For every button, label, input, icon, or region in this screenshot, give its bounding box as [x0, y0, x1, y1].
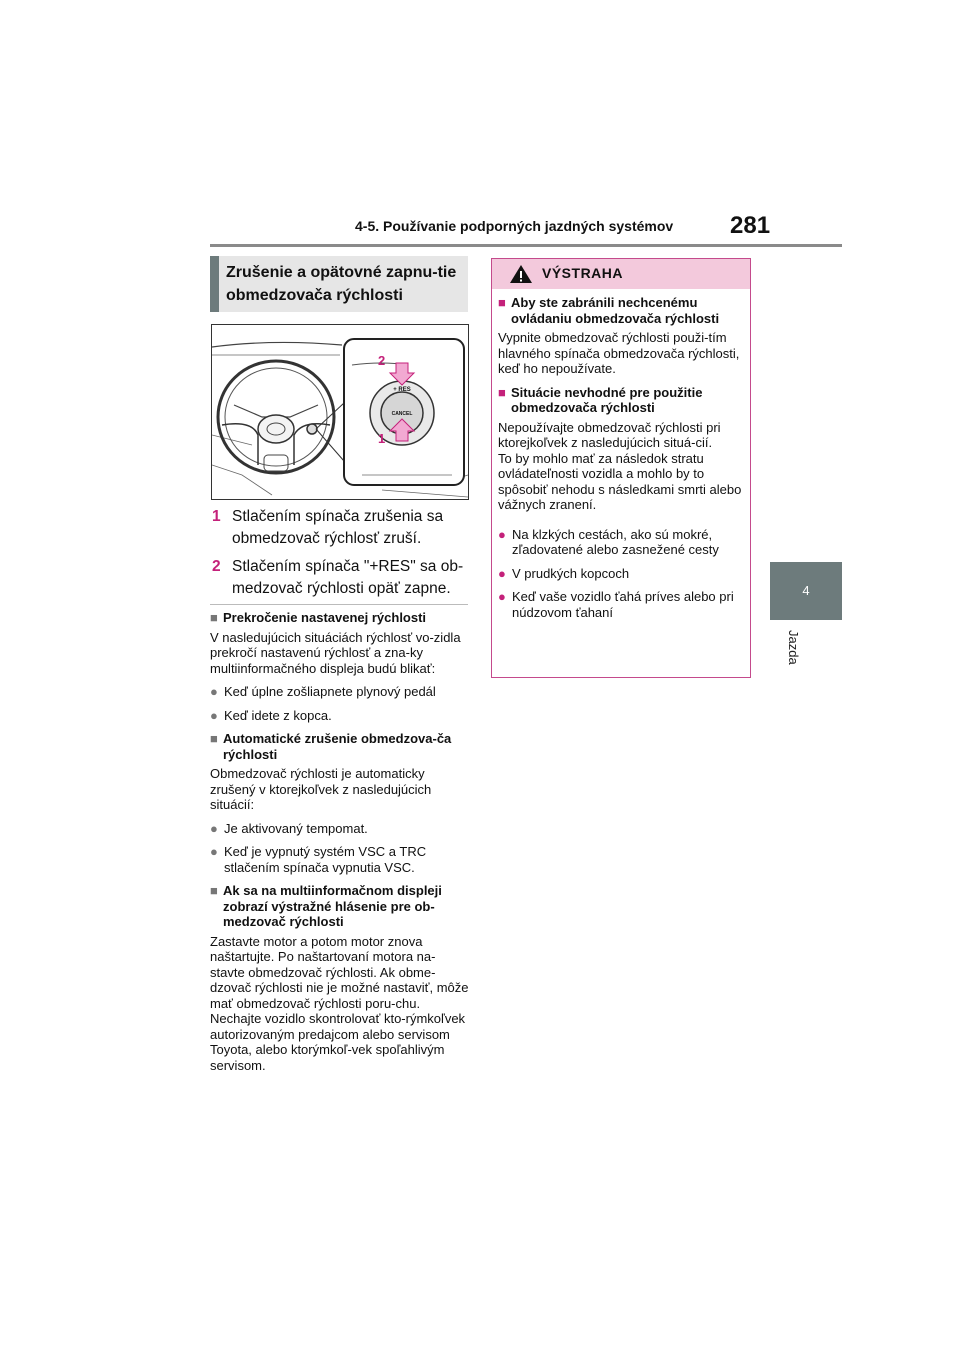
warning-bullet: ● V prudkých kopcoch [498, 565, 630, 581]
note-subheading: ■ Automatické zrušenie obmedzova-ča rýchlosti [210, 731, 452, 762]
step-text: Stlačením spínača "+RES" sa ob-medzovač rýchlosti opäť zapne. [232, 558, 464, 597]
square-bullet-icon: ■ [210, 883, 218, 898]
chapter-tab: 4 [770, 562, 842, 620]
step-item [212, 506, 470, 550]
step-text: Stlačením spínača zrušenia sa obmedzovač rýchlosť zruší. [232, 508, 444, 547]
callout-1: 1 [378, 431, 386, 446]
note-subheading: ■ Ak sa na multiinformačnom displeji zobrazí výstražné hlásenie pre ob-medzovač rýchlosti [210, 883, 442, 929]
circle-bullet-icon: ● [498, 589, 506, 604]
warning-paragraph: Vypnite obmedzovač rýchlosti použi-tím hlavného spínača obmedzovača rýchlosti, keď ho nepoužívate. [498, 330, 740, 376]
square-bullet-icon: ■ [210, 610, 218, 625]
warning-triangle-icon [509, 264, 533, 284]
res-label: + RES [393, 387, 411, 393]
warning-subheading: ■ Situácie nevhodné pre použitie obmedzovača rýchlosti [498, 384, 703, 415]
square-bullet-icon: ■ [210, 731, 218, 746]
square-bullet-icon: ■ [498, 384, 506, 400]
step-item [212, 556, 470, 600]
steering-wheel-drawing [212, 325, 468, 499]
warning-title: VÝSTRAHA [542, 265, 624, 281]
note-bullet: ● Keď úplne zošliapnete plynový pedál [210, 684, 436, 699]
note-paragraph: Zastavte motor a potom motor znova naštartujte. Po naštartovaní motora na-stavte obmedzovač rýchlosti. Ak obme-dzovač rýchlosti nie je možné nastaviť, môže mať obmedzovač rýchlosti poru-chu. Nechajte vozidlo skontrolovať kto-rýmkoľvek autorizovaným predajcom alebo servisom Toyota, alebo ktorýmkoľ-vek spoľahlivým servisom. [210, 933, 469, 1073]
note-paragraph: Obmedzovač rýchlosti je automaticky zrušený v ktorejkoľvek z nasledujúcich situácií: [210, 766, 432, 812]
note-bullet: ● Je aktivovaný tempomat. [210, 820, 368, 836]
header-divider [210, 244, 842, 247]
cancel-label: CANCEL [391, 411, 413, 417]
step-list [212, 506, 470, 606]
warning-header [492, 259, 750, 289]
steering-wheel-illustration [211, 324, 469, 500]
warning-body [492, 289, 750, 620]
note-subheading: ■ Prekročenie nastavenej rýchlosti [210, 610, 427, 625]
step-number: 2 [212, 558, 221, 575]
section-heading-text: Zrušenie a opätovné zapnu-tie obmedzovača rýchlosti [226, 264, 457, 304]
notes-column [210, 610, 470, 1081]
circle-bullet-icon: ● [498, 565, 506, 581]
circle-bullet-icon: ● [210, 684, 218, 699]
section-divider [210, 604, 468, 605]
warning-bullet: ● Na klzkých cestách, ako sú mokré, zľadovatené alebo zasnežené cesty [498, 526, 719, 557]
chapter-label: Jazda [786, 630, 801, 665]
section-heading [210, 256, 468, 312]
callout-2: 2 [378, 353, 386, 368]
square-bullet-icon: ■ [498, 295, 506, 310]
circle-bullet-icon: ● [210, 820, 218, 836]
page-number: 281 [730, 212, 771, 239]
running-header: 4-5. Používanie podporných jazdných systémov [355, 218, 674, 234]
note-bullet: ● Keď idete z kopca. [210, 707, 332, 723]
warning-paragraph: Nepoužívajte obmedzovač rýchlosti pri ktorejkoľvek z nasledujúcich situá-cií. [498, 419, 721, 450]
warning-box [491, 258, 751, 678]
heading-accent-bar [210, 256, 219, 312]
warning-subheading: ■ Aby ste zabránili nechcenému ovládaniu obmedzovača rýchlosti [498, 295, 720, 326]
warning-bullet: ● Keď vaše vozidlo ťahá príves alebo pri núdzovom ťahaní [498, 589, 734, 620]
step-number: 1 [212, 508, 221, 525]
circle-bullet-icon: ● [210, 707, 218, 723]
note-bullet: ● Keď je vypnutý systém VSC a TRC stlačením spínača vypnutia VSC. [210, 844, 427, 875]
circle-bullet-icon: ● [210, 844, 218, 859]
warning-paragraph: To by mohlo mať za následok stratu ovládateľnosti vozidla a mohlo by to spôsobiť nehodu s následkami smrti alebo vážnych zranení. [498, 450, 742, 512]
circle-bullet-icon: ● [498, 526, 506, 542]
note-paragraph: V nasledujúcich situáciách rýchlosť vo-zidla prekročí nastavenú rýchlosť a zna-ky multiinformačného displeja budú blikať: [210, 629, 461, 676]
